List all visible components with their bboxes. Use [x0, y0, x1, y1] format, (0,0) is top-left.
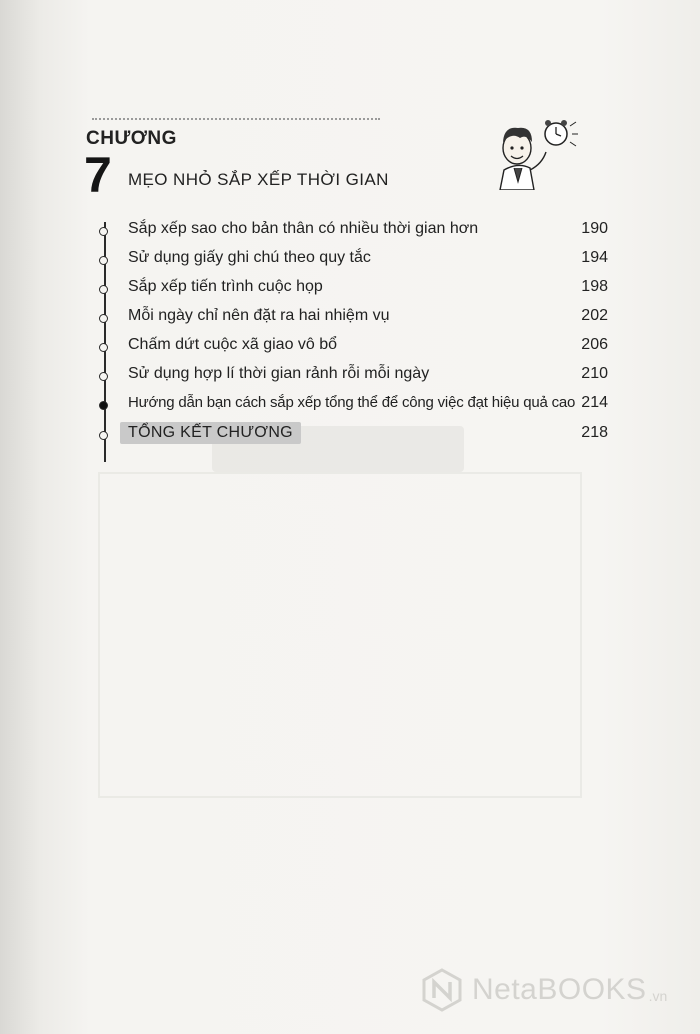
toc-entry-page: 190 — [581, 220, 608, 237]
timeline-dot-icon — [99, 431, 108, 440]
timeline-dot-icon — [99, 372, 108, 381]
timeline-dot-icon — [99, 401, 108, 410]
timeline-dot-icon — [99, 256, 108, 265]
toc-entry-summary[interactable] — [96, 424, 608, 448]
reverse-page-box-shadow — [98, 472, 582, 798]
chapter-divider — [92, 118, 380, 120]
toc-entry-page: 202 — [581, 307, 608, 324]
toc-entry-page: 214 — [581, 394, 608, 411]
toc-entry-page: 198 — [581, 278, 608, 295]
chapter-label: CHƯƠNG — [86, 128, 177, 149]
toc-entry[interactable] — [96, 249, 608, 273]
timeline-dot-icon — [99, 314, 108, 323]
toc-entry[interactable] — [96, 278, 608, 302]
watermark-brand: NetaBOOKS — [472, 973, 647, 1006]
timeline-dot-icon — [99, 343, 108, 352]
timeline-dot-icon — [99, 227, 108, 236]
businessman-with-alarm-clock-icon — [490, 112, 580, 190]
timeline-dot-icon — [99, 285, 108, 294]
netabooks-logo-icon — [420, 968, 464, 1012]
toc-entry[interactable] — [96, 336, 608, 360]
watermark-suffix: .vn — [648, 988, 668, 1004]
toc-entry-title: Sắp xếp tiến trình cuộc họp — [128, 278, 323, 295]
toc-entry[interactable] — [96, 307, 608, 331]
toc-entry-title: Hướng dẫn bạn cách sắp xếp tổng thể để công việc đạt hiệu quả cao — [128, 394, 576, 411]
toc-entry-title: Sử dụng giấy ghi chú theo quy tắc — [128, 249, 371, 266]
toc-entry[interactable] — [96, 394, 608, 418]
toc-entry-title: Sắp xếp sao cho bản thân có nhiều thời gian hơn — [128, 220, 479, 237]
watermark — [420, 968, 667, 1012]
toc-entry-title: Sử dụng hợp lí thời gian rảnh rỗi mỗi ngày — [128, 365, 430, 382]
toc-entry-title: Mỗi ngày chỉ nên đặt ra hai nhiệm vụ — [128, 307, 390, 324]
toc-entry[interactable] — [96, 220, 608, 244]
toc-entry-page: 194 — [581, 249, 608, 266]
toc-entry-title: TỔNG KẾT CHƯƠNG — [120, 422, 301, 444]
toc-entry-page: 218 — [581, 424, 608, 441]
toc-entry-title: Chấm dứt cuộc xã giao vô bổ — [128, 336, 338, 353]
toc-entry[interactable] — [96, 365, 608, 389]
toc-entry-page: 206 — [581, 336, 608, 353]
chapter-number: 7 — [84, 147, 112, 203]
chapter-title: MẸO NHỎ SẮP XẾP THỜI GIAN — [128, 170, 389, 189]
toc-entry-page: 210 — [581, 365, 608, 382]
